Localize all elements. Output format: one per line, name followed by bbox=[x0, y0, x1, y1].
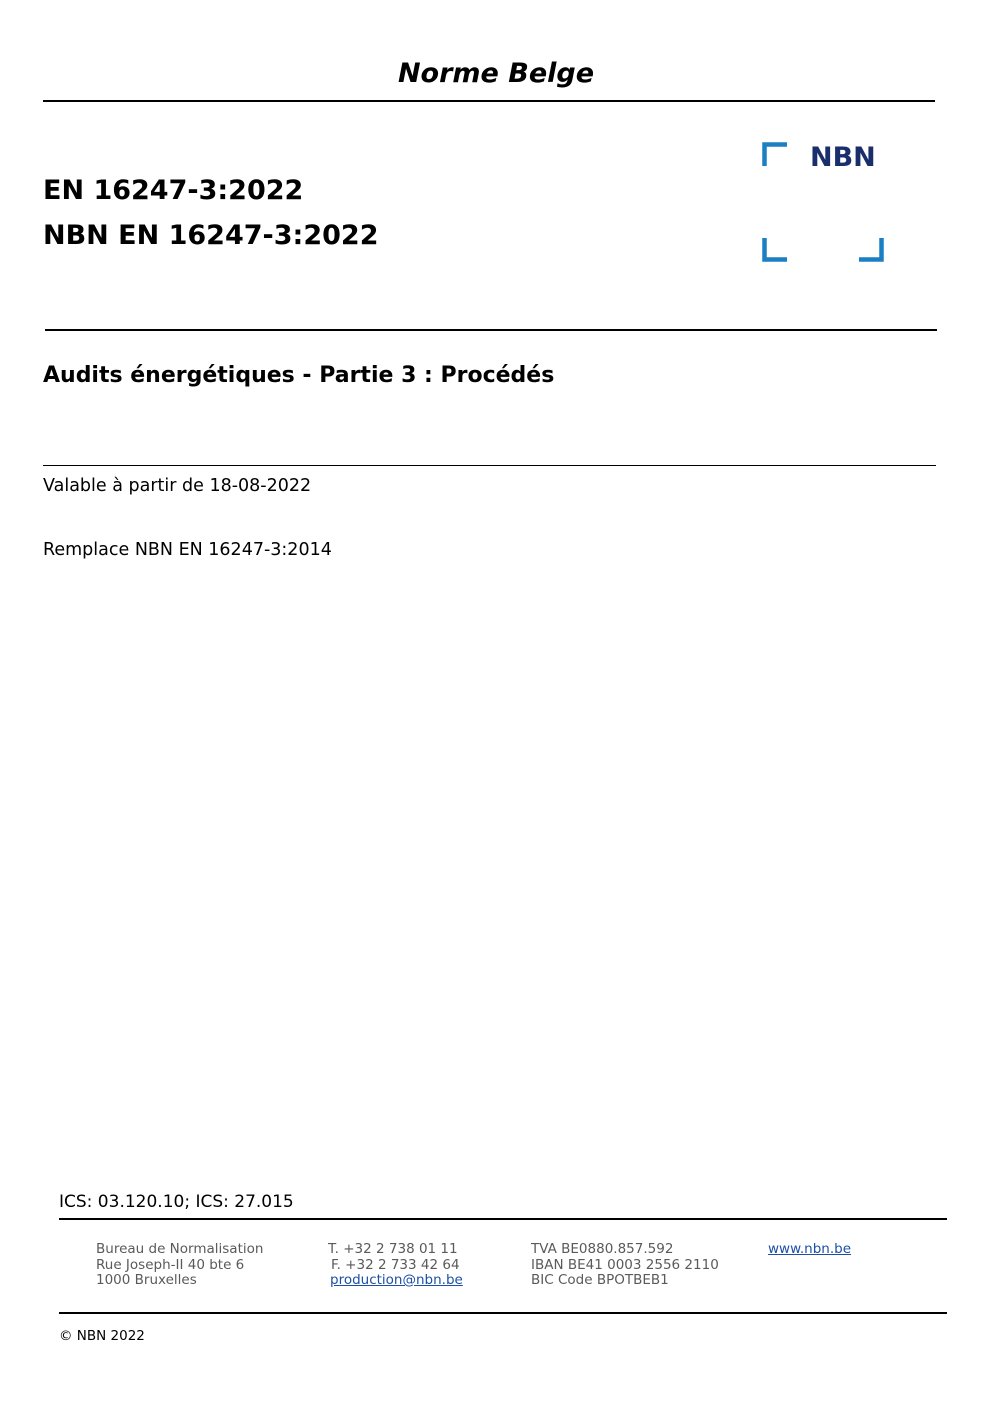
bank-bic: BIC Code BPOTBEB1 bbox=[531, 1272, 669, 1288]
contact-email-link[interactable]: production@nbn.be bbox=[330, 1272, 463, 1288]
footer-bottom-divider bbox=[59, 1312, 947, 1314]
footer-website bbox=[768, 1242, 851, 1258]
logo-bracket-top-left bbox=[765, 145, 788, 167]
address-street: Rue Joseph-II 40 bte 6 bbox=[96, 1256, 245, 1273]
header-divider bbox=[43, 100, 935, 102]
en-standard-number: EN 16247-3:2022 bbox=[43, 175, 304, 206]
page-header-title: Norme Belge bbox=[397, 58, 595, 89]
logo-bracket-bottom-right bbox=[859, 238, 882, 260]
footer-bank bbox=[531, 1242, 719, 1289]
bank-vat: TVA BE0880.857.592 bbox=[531, 1241, 674, 1257]
title-top-divider bbox=[45, 329, 937, 331]
nbn-logo bbox=[760, 140, 886, 264]
document-title: Audits énergétiques - Partie 3 : Procédés bbox=[43, 363, 555, 388]
footer-top-divider bbox=[59, 1218, 947, 1220]
contact-phone: T. +32 2 738 01 11 bbox=[328, 1241, 458, 1257]
replaces-text: Remplace NBN EN 16247-3:2014 bbox=[43, 540, 332, 560]
logo-bracket-bottom-left bbox=[765, 238, 788, 260]
bank-iban: IBAN BE41 0003 2556 2110 bbox=[531, 1256, 719, 1273]
footer-address bbox=[96, 1242, 263, 1289]
nbn-standard-number: NBN EN 16247-3:2022 bbox=[43, 220, 379, 251]
address-name: Bureau de Normalisation bbox=[96, 1241, 264, 1257]
ics-codes: ICS: 03.120.10; ICS: 27.015 bbox=[59, 1192, 294, 1212]
copyright-text: © NBN 2022 bbox=[59, 1328, 145, 1344]
website-link[interactable]: www.nbn.be bbox=[768, 1241, 852, 1257]
valid-from-text: Valable à partir de 18-08-2022 bbox=[43, 476, 312, 496]
address-city: 1000 Bruxelles bbox=[96, 1272, 197, 1288]
contact-fax: F. +32 2 733 42 64 bbox=[331, 1256, 460, 1273]
footer-contact bbox=[328, 1242, 463, 1289]
logo-text: NBN bbox=[810, 142, 876, 173]
title-bottom-divider bbox=[43, 465, 936, 466]
